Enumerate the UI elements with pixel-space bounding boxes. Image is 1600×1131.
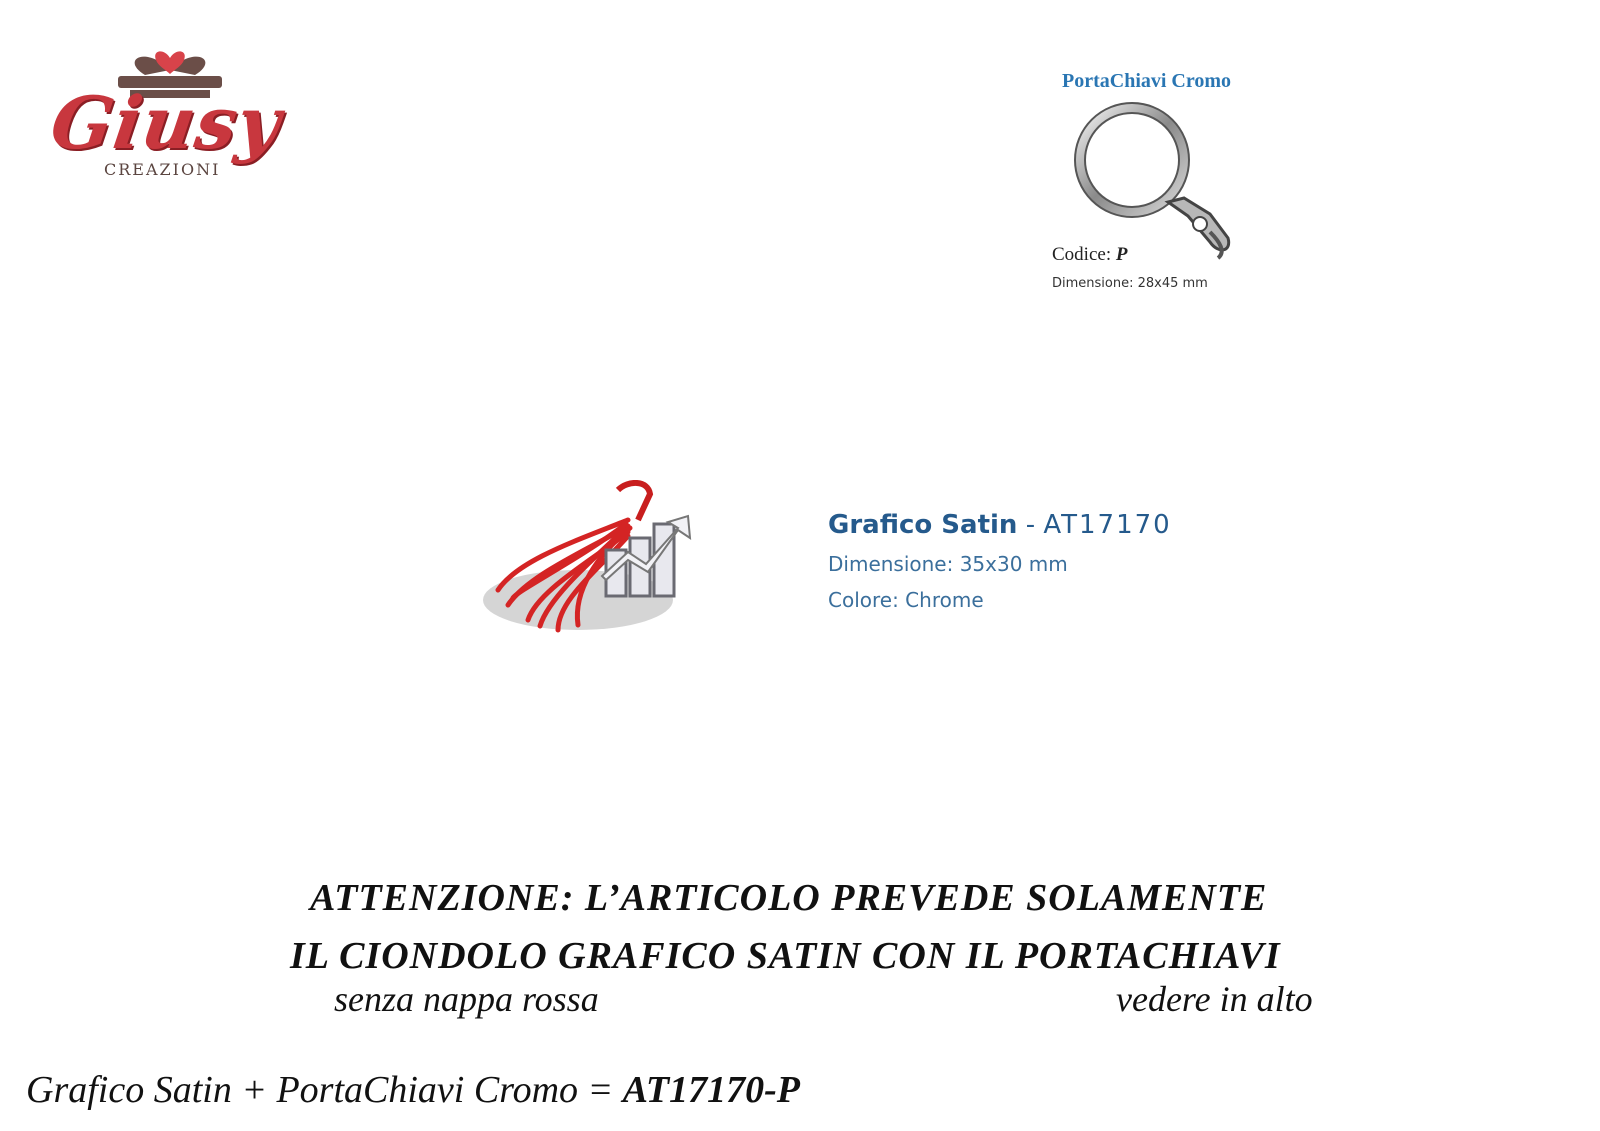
product-title-separator: - <box>1017 510 1044 540</box>
chart-pendant-with-red-tassel-icon <box>478 480 718 650</box>
brand-logo <box>46 40 290 190</box>
notice-line-1: ATTENZIONE: L’ARTICOLO PREVEDE SOLAMENTE <box>310 877 1268 919</box>
notice-note-right: vedere in alto <box>1116 979 1313 1019</box>
product-color: Colore: Chrome <box>828 588 984 612</box>
product-formula <box>26 1068 800 1112</box>
keyring-code-value: P <box>1115 244 1128 265</box>
keyring-dimension: Dimensione: 28x45 mm <box>1052 276 1208 291</box>
formula-text: Grafico Satin + PortaChiavi Cromo = <box>26 1069 623 1111</box>
logo-subtitle: CREAZIONI <box>104 160 221 179</box>
product-code: AT17170 <box>1043 510 1172 540</box>
formula-result: AT17170-P <box>622 1069 800 1111</box>
notice-note-left: senza nappa rossa <box>334 979 599 1019</box>
notice-line-2: IL CIONDOLO GRAFICO SATIN CON IL PORTACHIAVI <box>290 935 1281 977</box>
product-title <box>828 510 1328 540</box>
product-info <box>828 510 1328 612</box>
keyring-card <box>1040 62 1290 312</box>
product-dimension: Dimensione: 35x30 mm <box>828 552 1068 576</box>
keyring-title: PortaChiavi Cromo <box>1062 70 1232 92</box>
keyring-code-label: Codice: <box>1052 244 1112 265</box>
keyring-code <box>1052 244 1127 266</box>
product-name: Grafico Satin <box>828 510 1018 540</box>
logo-wordmark: Giusy <box>46 80 287 165</box>
